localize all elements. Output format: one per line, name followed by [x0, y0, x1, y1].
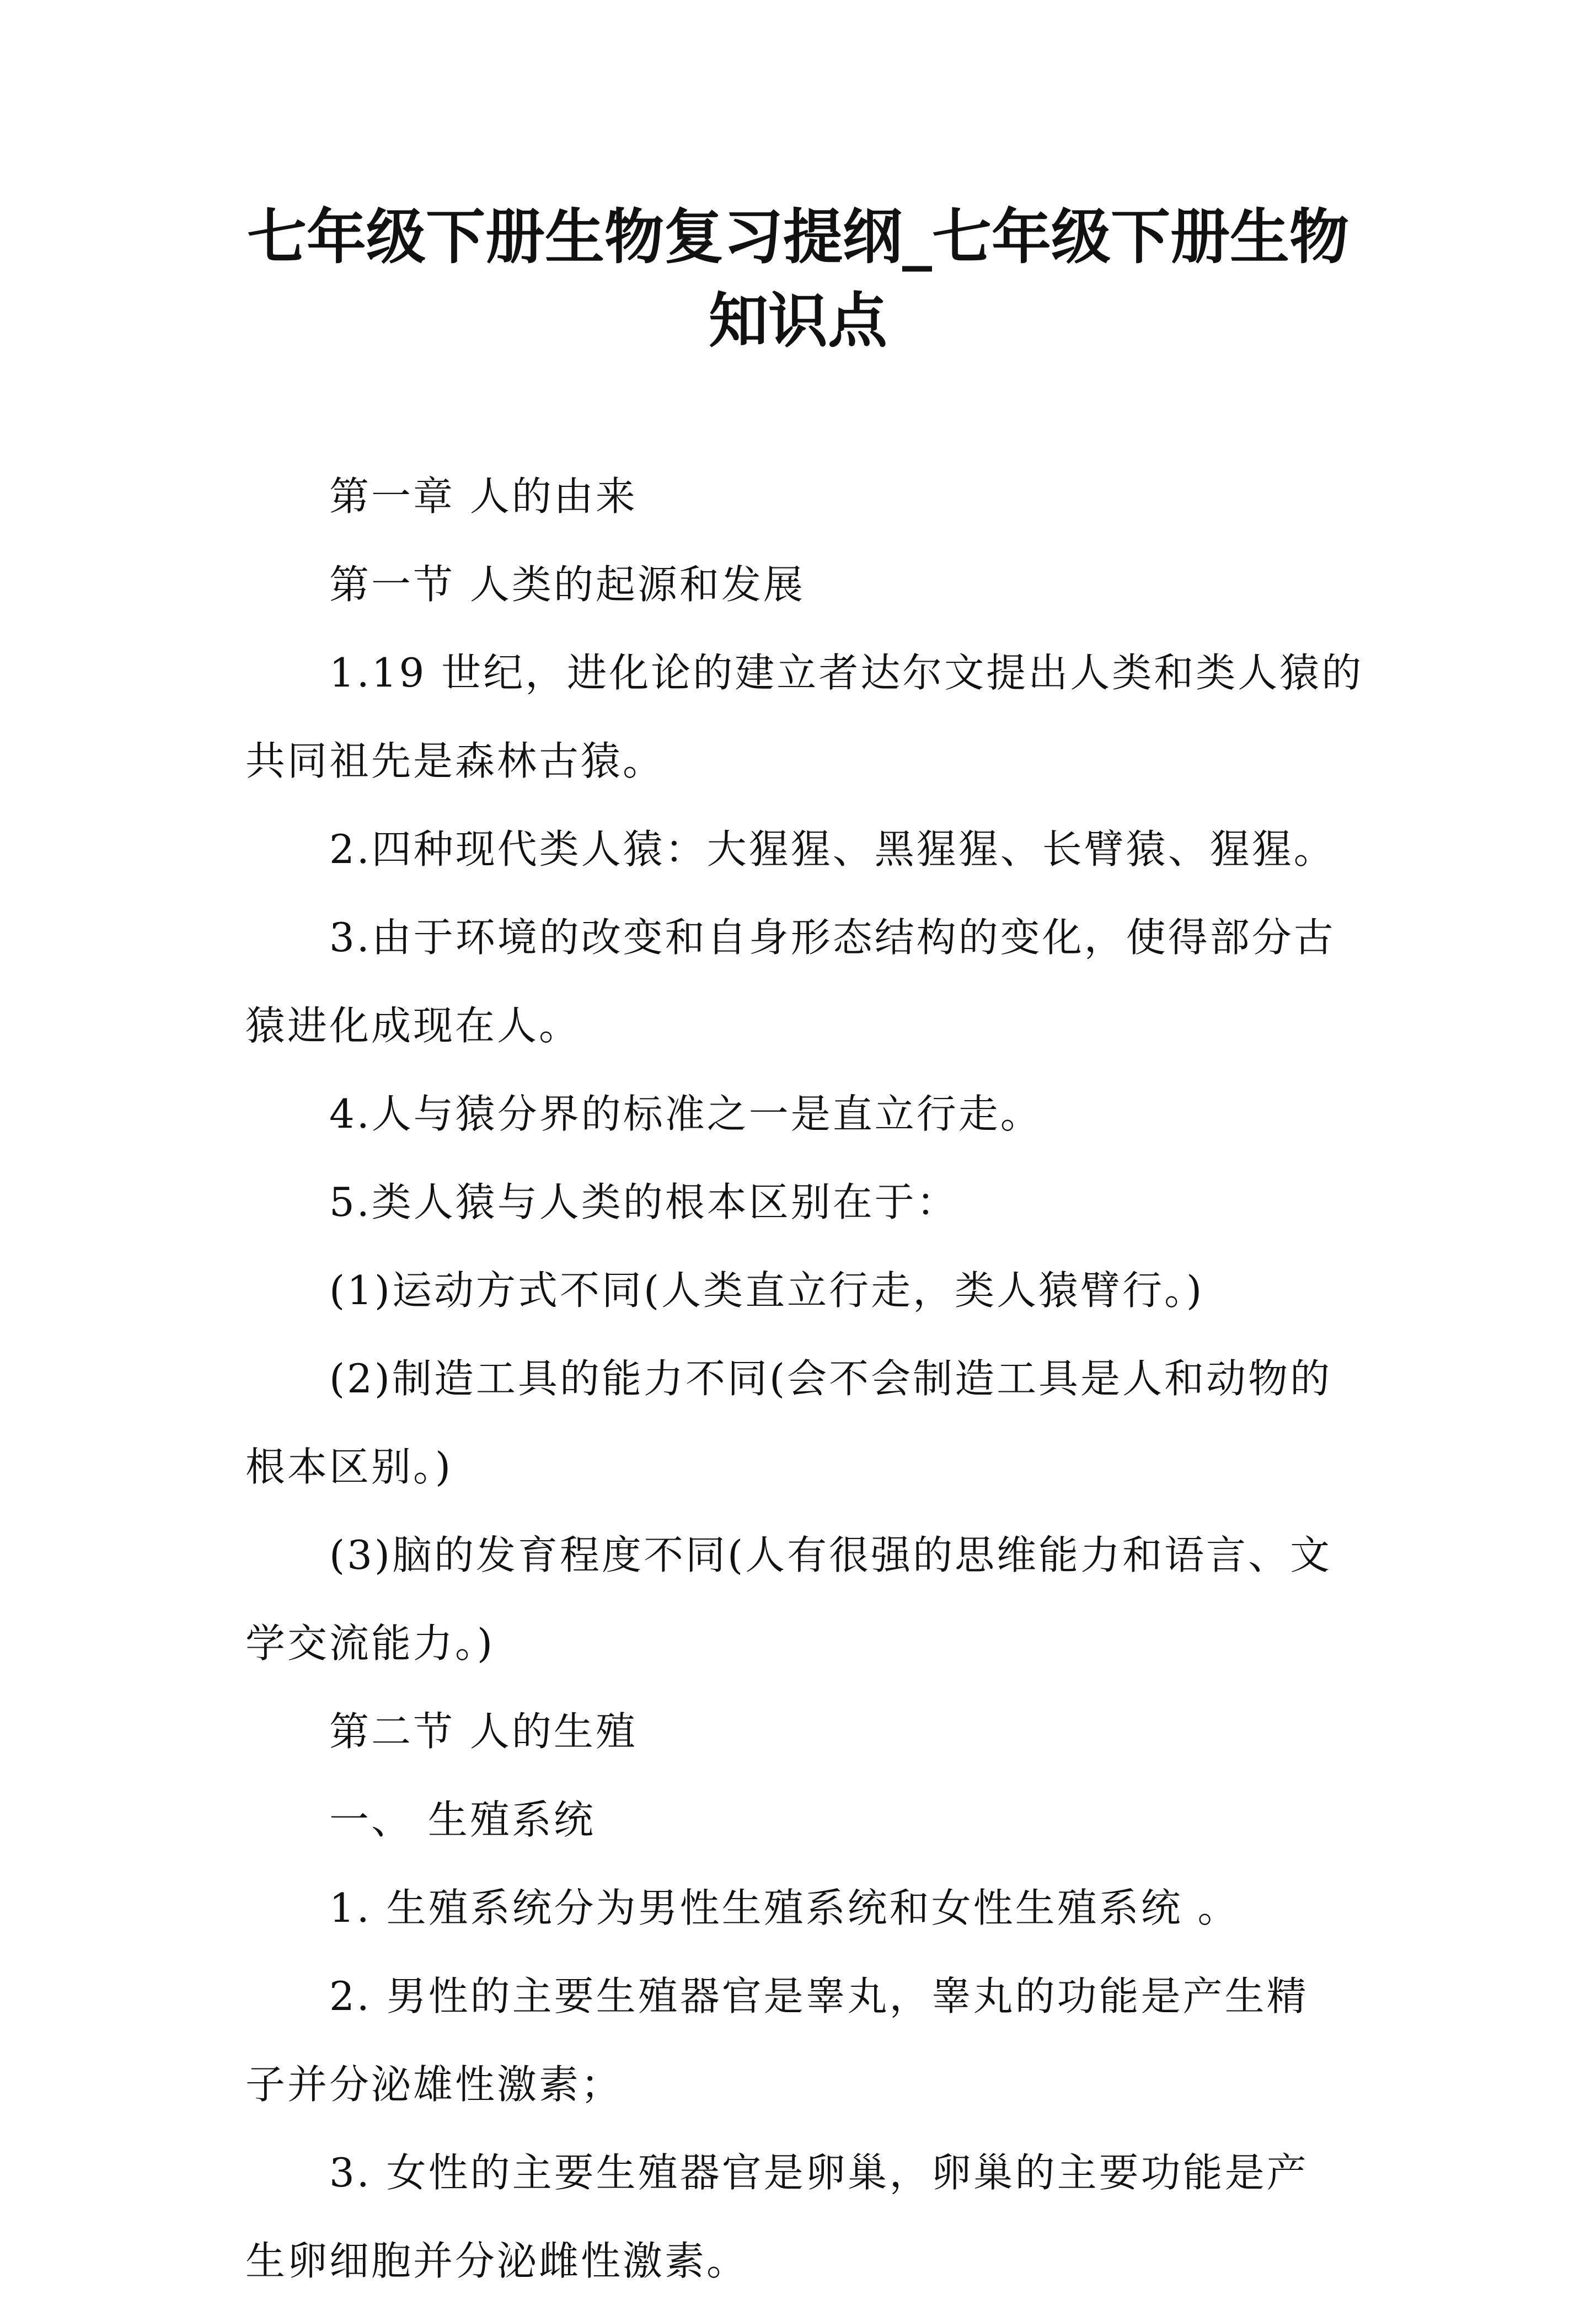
paragraph-line: 3.由于环境的改变和自身形态结构的变化，使得部分古 [329, 914, 1336, 961]
paragraph-line: 3. 女性的主要生殖器官是卵巢，卵巢的主要功能是产 [329, 2149, 1309, 2196]
paragraph-line: 猿进化成现在人。 [245, 1003, 581, 1049]
paragraph-line: 根本区别。) [245, 1444, 453, 1490]
paragraph-line: (2)制造工具的能力不同(会不会制造工具是人和动物的 [329, 1355, 1332, 1402]
paragraph-line: 生卵细胞并分泌雌性激素。 [245, 2238, 749, 2284]
paragraph-line: 1. 生殖系统分为男性生殖系统和女性生殖系统 。 [329, 1885, 1240, 1931]
paragraph-line: 5.类人猿与人类的根本区别在于： [329, 1179, 958, 1225]
paragraph-line: 2. 男性的主要生殖器官是睾丸，睾丸的功能是产生精 [329, 1973, 1309, 2019]
subsection-heading: 一、 生殖系统 [329, 1797, 596, 1843]
paragraph-line: 4.人与猿分界的标准之一是直立行走。 [329, 1091, 1042, 1137]
paragraph-line: 子并分泌雄性激素； [245, 2061, 623, 2108]
section-heading: 第二节 人的生殖 [329, 1708, 638, 1755]
document-title-line-1: 七年级下册生物复习提纲_七年级下册生物 [247, 202, 1349, 272]
paragraph-line: (1)运动方式不同(人类直立行走，类人猿臂行。) [329, 1267, 1204, 1314]
chapter-heading: 第一章 人的由来 [329, 473, 638, 519]
paragraph-line: 共同祖先是森林古猿。 [245, 738, 665, 784]
paragraph-line: (3)脑的发育程度不同(人有很强的思维能力和语言、文 [329, 1532, 1332, 1578]
section-heading: 第一节 人类的起源和发展 [329, 561, 805, 608]
paragraph-line: 学交流能力。) [245, 1620, 495, 1666]
paragraph-line: 2.四种现代类人猿：大猩猩、黑猩猩、长臂猿、猩猩。 [329, 826, 1336, 872]
document-title-line-2: 知识点 [708, 286, 887, 356]
paragraph-line: 1.19 世纪，进化论的建立者达尔文提出人类和类人猿的 [329, 650, 1364, 696]
